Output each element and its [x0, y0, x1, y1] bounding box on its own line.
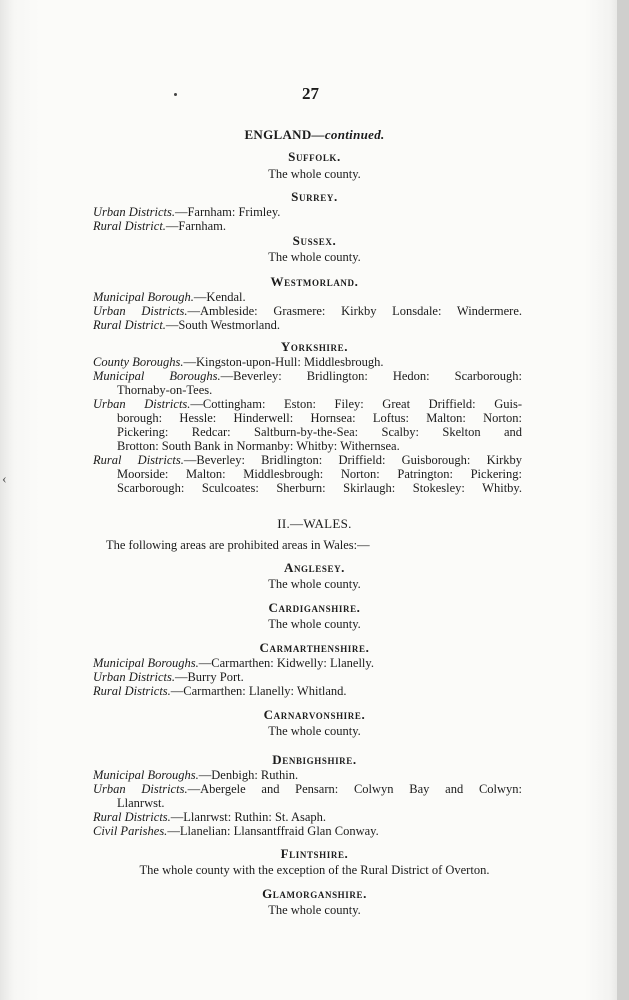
carmarthenshire-municipal-boroughs	[93, 656, 374, 671]
label: Municipal Borough.	[93, 290, 194, 304]
label: County Boroughs.	[93, 355, 184, 369]
westmorland-rural-district	[93, 318, 280, 333]
surrey-urban-districts	[93, 205, 280, 220]
suffolk-title: Suffolk.	[288, 149, 341, 164]
label: Civil Parishes.	[93, 824, 168, 838]
cardiganshire-title: Cardiganshire.	[268, 600, 361, 615]
label: Urban Districts.	[93, 205, 175, 219]
england-heading-suffix: —continued.	[311, 127, 385, 142]
text: —Kendal.	[193, 290, 246, 304]
text: —Kingston-upon-Hull: Middlesbrough.	[183, 355, 384, 369]
print-speck	[174, 93, 177, 96]
yorkshire-rural-districts	[93, 453, 522, 468]
wales-heading: II.—WALES.	[277, 516, 352, 531]
text: —South Westmorland.	[165, 318, 280, 332]
text: —Llanelian: Llansantffraid Glan Conway.	[167, 824, 379, 838]
surrey-rural-district	[93, 219, 226, 234]
text: —Farnham: Frimley.	[174, 205, 281, 219]
yorkshire-county-boroughs	[93, 355, 384, 370]
text: —Ambleside: Grasmere: Kirkby Lonsdale: Windermere.	[187, 304, 522, 318]
label: Urban Districts.	[93, 782, 188, 796]
denbighshire-title: Denbighshire.	[272, 752, 357, 767]
margin-mark: ‹	[2, 472, 7, 487]
text: —Burry Port.	[174, 670, 244, 684]
text: —Abergele and Pensarn: Colwyn Bay and Colwyn:	[187, 782, 523, 796]
label: Urban Districts.	[93, 397, 191, 411]
yorkshire-rural-districts-cont-1: Moorside: Malton: Middlesbrough: Norton: Patrington: Pickering:	[117, 467, 522, 481]
label: Rural Districts.	[93, 453, 184, 467]
yorkshire-urban-districts-cont-3: Brotton: South Bank in Normanby: Whitby: Withernsea.	[117, 439, 400, 453]
glamorganshire-title: Glamorganshire.	[262, 886, 367, 901]
carmarthenshire-rural-districts	[93, 684, 347, 699]
carnarvonshire-text: The whole county.	[268, 724, 361, 738]
flintshire-text: The whole county with the exception of the Rural District of Overton.	[139, 863, 490, 877]
label: Rural Districts.	[93, 810, 171, 824]
label: Rural District.	[93, 219, 166, 233]
label: Municipal Boroughs.	[93, 768, 199, 782]
anglesey-text: The whole county.	[268, 577, 361, 591]
denbighshire-civil-parishes	[93, 824, 379, 839]
carmarthenshire-title: Carmarthenshire.	[259, 640, 370, 655]
text: —Carmarthen: Llanelly: Whitland.	[170, 684, 347, 698]
england-heading	[0, 127, 629, 143]
text: —Beverley: Bridlington: Driffield: Guisborough: Kirkby	[183, 453, 522, 467]
page-number: 27	[302, 84, 319, 103]
text: —Cottingham: Eston: Filey: Great Driffield: Guis-	[190, 397, 522, 411]
carnarvonshire-title: Carnarvonshire.	[263, 707, 366, 722]
text: —Denbigh: Ruthin.	[198, 768, 299, 782]
denbighshire-rural-districts	[93, 810, 326, 825]
text: —Beverley: Bridlington: Hedon: Scarborough:	[220, 369, 522, 383]
westmorland-title: Westmorland.	[270, 274, 359, 289]
sussex-title: Sussex.	[292, 233, 337, 248]
yorkshire-urban-districts-cont-2: Pickering: Redcar: Saltburn-by-the-Sea: Scalby: Skelton and	[117, 425, 522, 439]
text: —Llanrwst: Ruthin: St. Asaph.	[170, 810, 327, 824]
sussex-text: The whole county.	[268, 250, 361, 264]
wales-intro: The following areas are prohibited areas in Wales:—	[106, 538, 370, 552]
westmorland-urban-districts	[93, 304, 522, 319]
anglesey-title: Anglesey.	[283, 560, 346, 575]
yorkshire-title: Yorkshire.	[280, 339, 349, 354]
westmorland-municipal-borough	[93, 290, 246, 305]
glamorganshire-text: The whole county.	[268, 903, 361, 917]
flintshire-title: Flintshire.	[280, 846, 349, 861]
yorkshire-municipal-boroughs-cont: Thornaby-on-Tees.	[117, 383, 213, 397]
label: Municipal Boroughs.	[93, 369, 221, 383]
label: Urban Districts.	[93, 670, 175, 684]
label: Rural District.	[93, 318, 166, 332]
denbighshire-municipal-boroughs	[93, 768, 298, 783]
yorkshire-rural-districts-cont-2: Scarborough: Sculcoates: Sherburn: Skirlaugh: Stokesley: Whitby.	[117, 481, 522, 495]
england-heading-country: ENGLAND	[244, 127, 312, 142]
denbighshire-urban-districts	[93, 782, 522, 797]
denbighshire-urban-districts-cont: Llanrwst.	[117, 796, 165, 810]
label: Rural Districts.	[93, 684, 171, 698]
text: —Farnham.	[165, 219, 226, 233]
label: Urban Districts.	[93, 304, 188, 318]
text: —Carmarthen: Kidwelly: Llanelly.	[198, 656, 374, 670]
cardiganshire-text: The whole county.	[268, 617, 361, 631]
suffolk-text: The whole county.	[268, 167, 361, 181]
yorkshire-urban-districts-cont-1: borough: Hessle: Hinderwell: Hornsea: Loftus: Malton: Norton:	[117, 411, 522, 425]
yorkshire-urban-districts	[93, 397, 522, 412]
carmarthenshire-urban-districts	[93, 670, 244, 685]
label: Municipal Boroughs.	[93, 656, 199, 670]
yorkshire-municipal-boroughs	[93, 369, 522, 384]
surrey-title: Surrey.	[291, 189, 338, 204]
